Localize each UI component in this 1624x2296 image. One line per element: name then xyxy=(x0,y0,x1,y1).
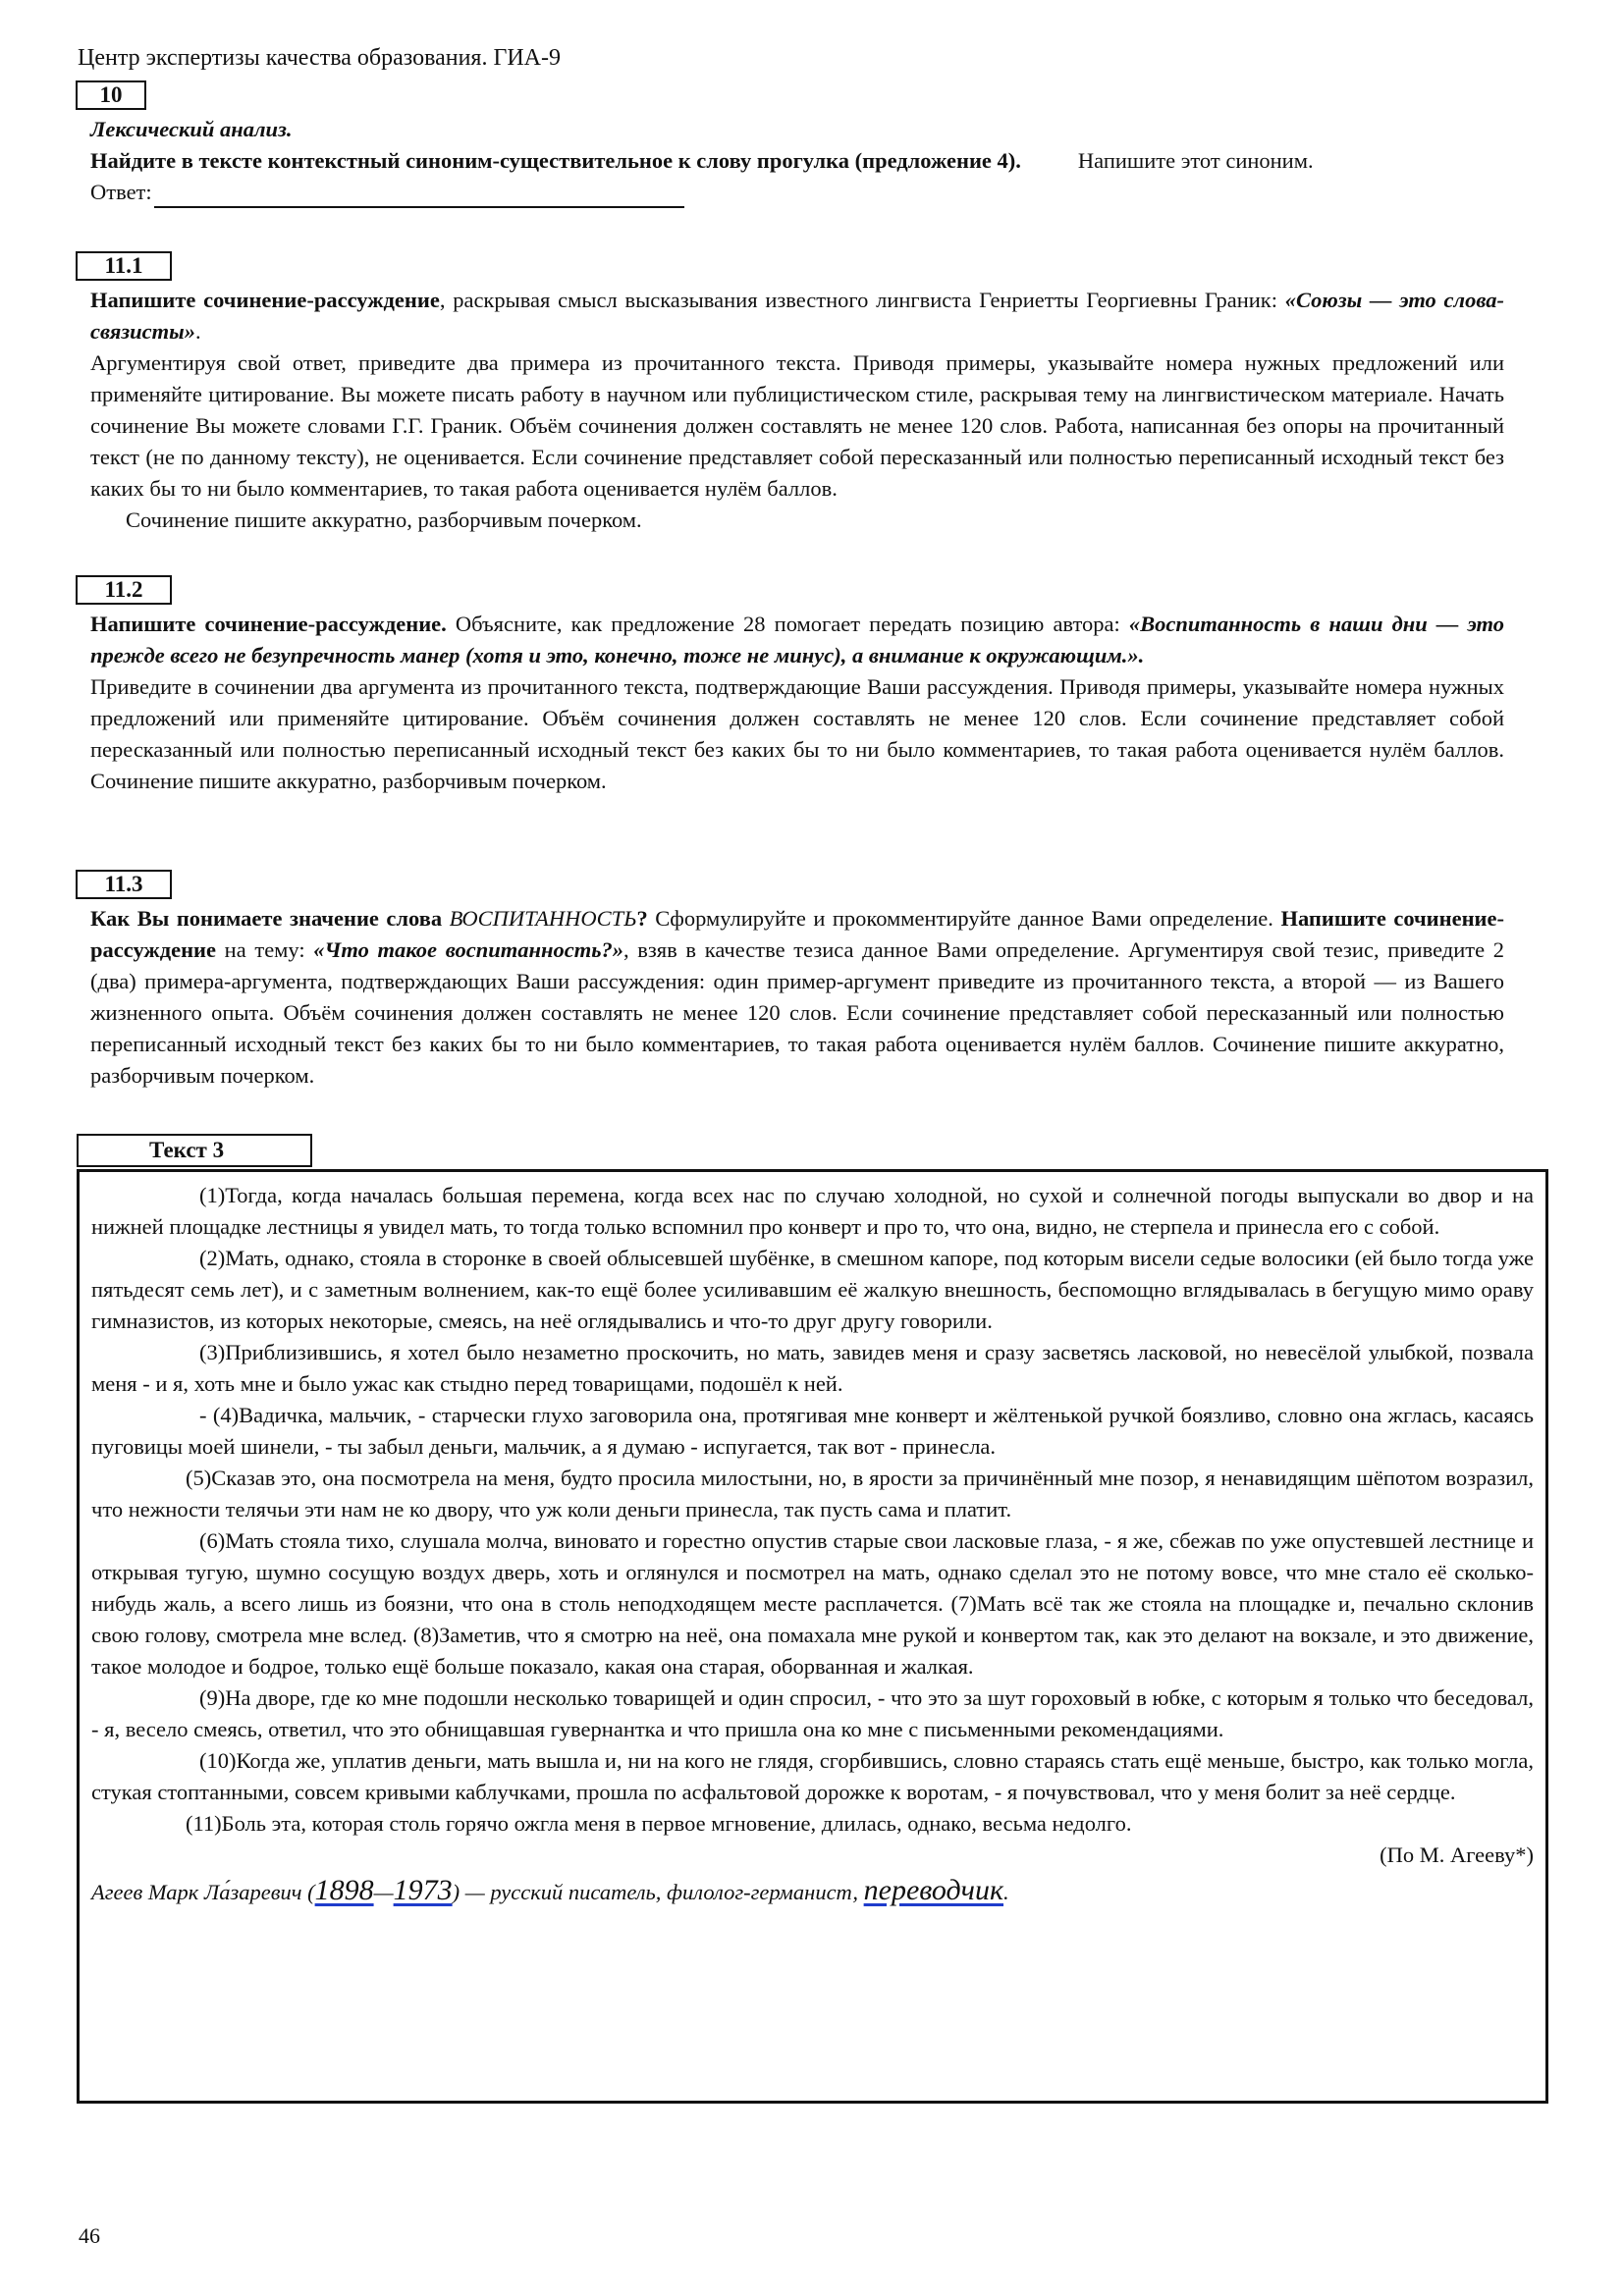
text-paragraph: (10)Когда же, уплатив деньги, мать вышла и, ни на кого не глядя, сгорбившись, словно стараясь стать ещё меньше, быстро, как только могла, стукая стоптанными, совсем кривыми каблучками, прошла по асфальтовой дорожке к воротам, - я почувствовал, что у меня болит за неё сердце. xyxy=(91,1748,1534,1804)
birth-year-link[interactable]: 1898 xyxy=(314,1874,374,1906)
text-3-box xyxy=(77,1169,1548,2104)
answer-label: Ответ: xyxy=(90,180,152,204)
text-3-label: Текст 3 xyxy=(77,1134,312,1167)
task-number-11-2: 11.2 xyxy=(76,575,172,605)
task-11-2-quote: «Воспитанность в наши дни — это прежде всего не безупречность манер (хотя и это, конечно, тоже не минус), а внимание к окружающим.». xyxy=(90,612,1504,667)
task-number-11-1: 11.1 xyxy=(76,251,172,281)
task-11-2-lead-rest: Объясните, как предложение 28 помогает передать позицию автора: xyxy=(446,612,1129,636)
text-source: (По М. Агееву*) xyxy=(1380,1842,1534,1867)
task-11-1-lead-rest: , раскрывая смысл высказывания известного лингвиста Генриетты Георгиевны Граник xyxy=(439,288,1272,312)
task-11-3-keyword: ВОСПИТАННОСТЬ xyxy=(449,906,637,931)
colon: : xyxy=(1271,288,1285,312)
task-10-question-rest: Напишите этот синоним. xyxy=(1077,148,1314,173)
author-note xyxy=(91,1875,1534,1908)
author-name: Агеев Марк Ла́заревич ( xyxy=(91,1880,315,1904)
page-header: Центр экспертизы качества образования. ГИА-9 xyxy=(78,45,561,71)
task-11-2-lead-bold: Напишите сочинение-рассуждение. xyxy=(90,612,447,636)
answer-input-line[interactable] xyxy=(154,183,684,208)
author-description: ) — русский писатель, филолог-германист, xyxy=(452,1880,864,1904)
page-number: 46 xyxy=(79,2223,100,2248)
task-11-3-instruction: Сформулируйте и прокомментируйте данное Вами определение. xyxy=(647,906,1281,931)
task-11-3-topic: «Что такое воспитанность?» xyxy=(313,937,623,962)
task-10-answer xyxy=(90,177,1504,208)
text-paragraph: (9)На дворе, где ко мне подошли несколько товарищей и один спросил, - что это за шут гороховый в юбке, с которым я только что беседовал, - я, весело смеясь, ответил, что это обнищавшая гувернантка и что пришла она ко мне с письменными рекомендациями. xyxy=(91,1685,1534,1741)
note-end: . xyxy=(1003,1880,1009,1904)
text-paragraph: (5)Сказав это, она посмотрела на меня, будто просила милостыни, но, в ярости за причинённый мне позор, я ненавидящим шёпотом возразил, что нежности телячьи эти нам не ко двору, что уж коли деньги принесла, так пусть сама и платит. xyxy=(91,1466,1534,1522)
task-10-question-bold: Найдите в тексте контекстный синоним-существительное к слову прогулка (предложение 4). xyxy=(90,148,1021,173)
task-10-block xyxy=(90,114,1504,208)
task-11-3-question-bold: Как Вы понимаете значение слова xyxy=(90,906,450,931)
translator-link[interactable]: переводчик xyxy=(863,1874,1004,1906)
task-11-1-closing: Сочинение пишите аккуратно, разборчивым почерком. xyxy=(126,507,642,532)
task-10-question xyxy=(90,145,1504,177)
task-11-3-topic-label: на тему: xyxy=(216,937,314,962)
year-dash: — xyxy=(373,1880,394,1904)
death-year-link[interactable]: 1973 xyxy=(393,1874,453,1906)
task-11-1-quote: «Союзы — это слова-связисты» xyxy=(90,288,1504,344)
text-paragraph: (11)Боль эта, которая столь горячо ожгла меня в первое мгновение, длилась, однако, весьма недолго. xyxy=(186,1811,1132,1836)
text-paragraph: (3)Приблизившись, я хотел было незаметно проскочить, но мать, завидев меня и сразу засветясь ласковой, но невесёлой улыбкой, позвала меня - и я, хоть мне и было ужас как стыдно перед товарищами, подошёл к ней. xyxy=(91,1340,1534,1396)
task-number-11-3: 11.3 xyxy=(76,870,172,899)
task-11-3-prompt xyxy=(90,903,1504,1092)
task-11-1-lead-bold: Напишите сочинение-рассуждение xyxy=(90,288,440,312)
question-mark: ? xyxy=(636,906,648,931)
task-11-3-block xyxy=(90,903,1504,1092)
task-11-2-prompt xyxy=(90,609,1504,671)
task-11-2-block xyxy=(90,609,1504,797)
task-11-3-lead-bold: Напишите сочинение-рассуждение xyxy=(90,906,1505,962)
task-10-subtitle: Лексический анализ. xyxy=(90,117,293,141)
task-11-3-body: , взяв в качестве тезиса данное Вами определение. Аргументируя свой тезис, приведите 2 (два) примера-аргумента, подтверждающих Ваши рассуждения: один пример-аргумент приведите из прочитанного текста, а второй — из Вашего жизненного опыта. Объём сочинения должен составлять не менее 120 слов. Если сочинение представляет собой пересказанный или полностью переписанный исходный текст без каких бы то ни было комментариев, то такая работа оценивается нулём баллов. Сочинение пишите аккуратно, разборчивым почерком. xyxy=(90,937,1504,1088)
text-paragraph: (1)Тогда, когда началась большая перемена, когда всех нас по случаю холодной, но сухой и солнечной погоды выпускали во двор и на нижней площадке лестницы я увидел мать, то тогда только вспомнил про конверт и про то, что она, видно, не стерпела и принесла его с собой. xyxy=(91,1183,1534,1239)
text-paragraph: (6)Мать стояла тихо, слушала молча, виновато и горестно опустив старые свои ласковые глаза, - я же, сбежав по уже опустевшей лестнице и открывая тугую, шумно сосущую воздух дверь, хоть и оглянулся и посмотрел на мать, однако сделал это не потому вовсе, что мне стало её сколько-нибудь жаль, а всего лишь из боязни, что она в столь неподходящем месте расплачется. (7)Мать всё так же стояла на площадке и, печально склонив свою голову, смотрела мне вслед. (8)Заметив, что я смотрю на неё, она помахала мне рукой и конвертом так, как это делают на вокзале, и это движение, такое молодое и бодрое, только ещё больше показало, какая она старая, оборванная и жалкая. xyxy=(91,1528,1534,1679)
quote-end: . xyxy=(194,319,201,344)
task-11-1-body: Аргументируя свой ответ, приведите два примера из прочитанного текста. Приводя примеры, указывайте номера нужных предложений или применяйте цитирование. Вы можете писать работу в научном или публицистическом стиле, раскрывая тему на лингвистическом материале. Начать сочинение Вы можете словами Г.Г. Граник. Объём сочинения должен составлять не менее 120 слов. Работа, написанная без опоры на прочитанный текст (не по данному тексту), не оценивается. Если сочинение представляет собой пересказанный или полностью переписанный исходный текст без каких бы то ни было комментариев, то такая работа оценивается нулём баллов. xyxy=(90,350,1504,501)
task-number-10: 10 xyxy=(76,80,146,110)
text-paragraph: (2)Мать, однако, стояла в сторонке в своей облысевшей шубёнке, в смешном капоре, под которым висели седые волосики (ей было тогда уже пятьдесят семь лет), и с заметным волнением, как-то ещё более усиливавшим её жалкую внешность, беспомощно вглядывалась в бегущую мимо ораву гимназистов, из которых некоторые, смеясь, на неё оглядывались и что-то друг другу говорили. xyxy=(91,1246,1534,1333)
task-11-1-prompt xyxy=(90,285,1504,347)
text-paragraph: - (4)Вадичка, мальчик, - старчески глухо заговорила она, протягивая мне конверт и жёлтенькой ручкой боязливо, словно она жглась, касаясь пуговицы моей шинели, - ты забыл деньги, мальчик, а я думаю - испугается, так вот - принесла. xyxy=(91,1403,1534,1459)
task-11-2-body: Приведите в сочинении два аргумента из прочитанного текста, подтверждающие Ваши рассуждения. Приводя примеры, указывайте номера нужных предложений или применяйте цитирование. Объём сочинения должен составлять не менее 120 слов. Если сочинение представляет собой пересказанный или полностью переписанный исходный текст без каких бы то ни было комментариев, то такая работа оценивается нулём баллов. Сочинение пишите аккуратно, разборчивым почерком. xyxy=(90,674,1504,793)
task-11-1-block xyxy=(90,285,1504,536)
